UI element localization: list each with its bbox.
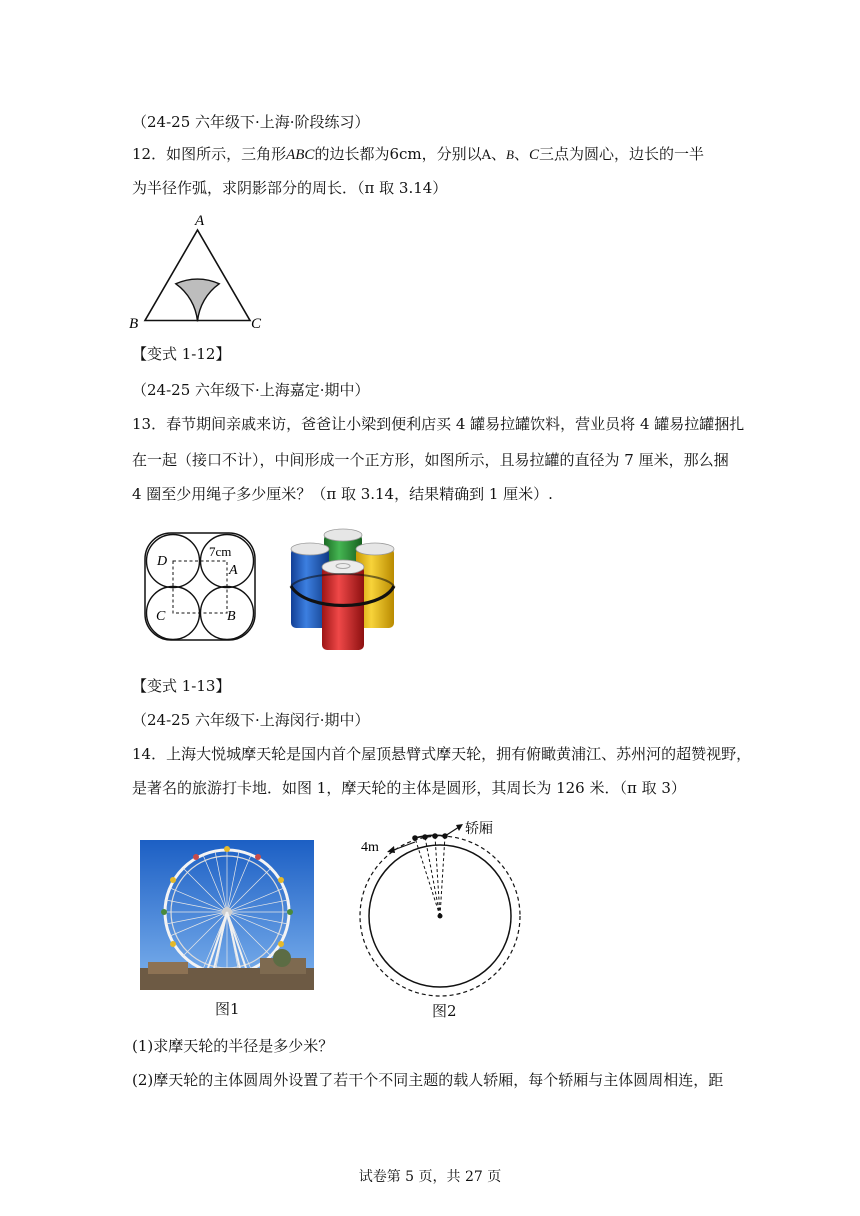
variant-1-12-heading: 【变式 1-12】 [132, 345, 231, 363]
q12-label-b: B [129, 316, 139, 332]
q14-ferris-diagram [355, 815, 530, 1010]
q14-sub1: (1)求摩天轮的半径是多少米？ [132, 1037, 334, 1055]
q14-sub2: (2)摩天轮的主体圆周外设置了若干个不同主题的载人轿厢，每个轿厢与主体圆周相连，距 [132, 1071, 724, 1089]
q12-prefix: 12．如图所示，三角形 [132, 145, 287, 163]
q12-sep-a: 、 [491, 145, 507, 163]
q12-suffix: 三点为圆心，边长的一半 [539, 145, 705, 163]
q14-fig2-caption: 图2 [432, 1002, 457, 1020]
q12-mid: 的边长都为 [314, 145, 390, 163]
q13-line3: 4 圈至少用绳子多少厘米？（π 取 3.14，结果精确到 1 厘米）. [132, 485, 553, 503]
q12-sep1: ，分别以 [421, 145, 482, 163]
q14-line1: 14．上海大悦城摩天轮是国内首个屋顶悬臂式摩天轮，拥有俯瞰黄浦江、苏州河的超赞视野， [132, 745, 752, 763]
q13-line1: 13．春节期间亲戚来访，爸爸让小梁到便利店买 4 罐易拉罐饮料，营业员将 4 罐易拉罐捆扎 [132, 415, 745, 433]
q13-label-b: B [227, 609, 236, 624]
q13-cans-photo [286, 520, 406, 655]
q13-cans-diagram [143, 532, 258, 642]
variant-1-13-heading: 【变式 1-13】 [132, 677, 231, 695]
q12-label-c: C [251, 316, 262, 332]
q14-fig1-caption: 图1 [215, 1000, 240, 1018]
q12-point-a: A [481, 148, 492, 163]
q13-source: （24-25 六年级下·上海嘉定·期中） [132, 381, 370, 399]
q14-ferris-wheel-photo [140, 840, 314, 990]
q12-triangle-name: ABC [286, 147, 315, 163]
q13-label-d: D [157, 554, 168, 569]
q13-label-dim: 7cm [209, 544, 232, 559]
page-footer: 试卷第 5 页，共 27 页 [358, 1169, 502, 1185]
q12-line1 [132, 144, 704, 166]
q12-shaded-region [176, 279, 219, 321]
q12-source: （24-25 六年级下·上海·阶段练习） [132, 113, 370, 131]
q14-line2: 是著名的旅游打卡地．如图 1，摩天轮的主体是圆形，其周长为 126 米．（π 取 3） [132, 779, 686, 797]
q14-dim-label: 4m [361, 840, 379, 855]
q12-triangle-figure [125, 210, 270, 335]
q13-line2: 在一起（接口不计），中间形成一个正方形，如图所示，且易拉罐的直径为 7 厘米，那么捆 [132, 451, 729, 469]
q12-point-c: C [529, 147, 540, 163]
q12-sep-b: 、 [514, 145, 530, 163]
q12-point-b: B [506, 147, 514, 162]
q13-inner-square [173, 561, 227, 613]
q12-side-num: 6 [389, 145, 399, 163]
q12-label-a: A [195, 213, 205, 229]
q14-source: （24-25 六年级下·上海闵行·期中） [132, 711, 370, 729]
q13-label-a: A [229, 563, 238, 578]
q12-line2: 为半径作弧，求阴影部分的周长．（π 取 3.14） [132, 179, 448, 197]
q12-side-unit: cm [399, 145, 422, 163]
q14-car-label: 轿厢 [465, 822, 493, 837]
q13-label-c: C [156, 609, 166, 624]
